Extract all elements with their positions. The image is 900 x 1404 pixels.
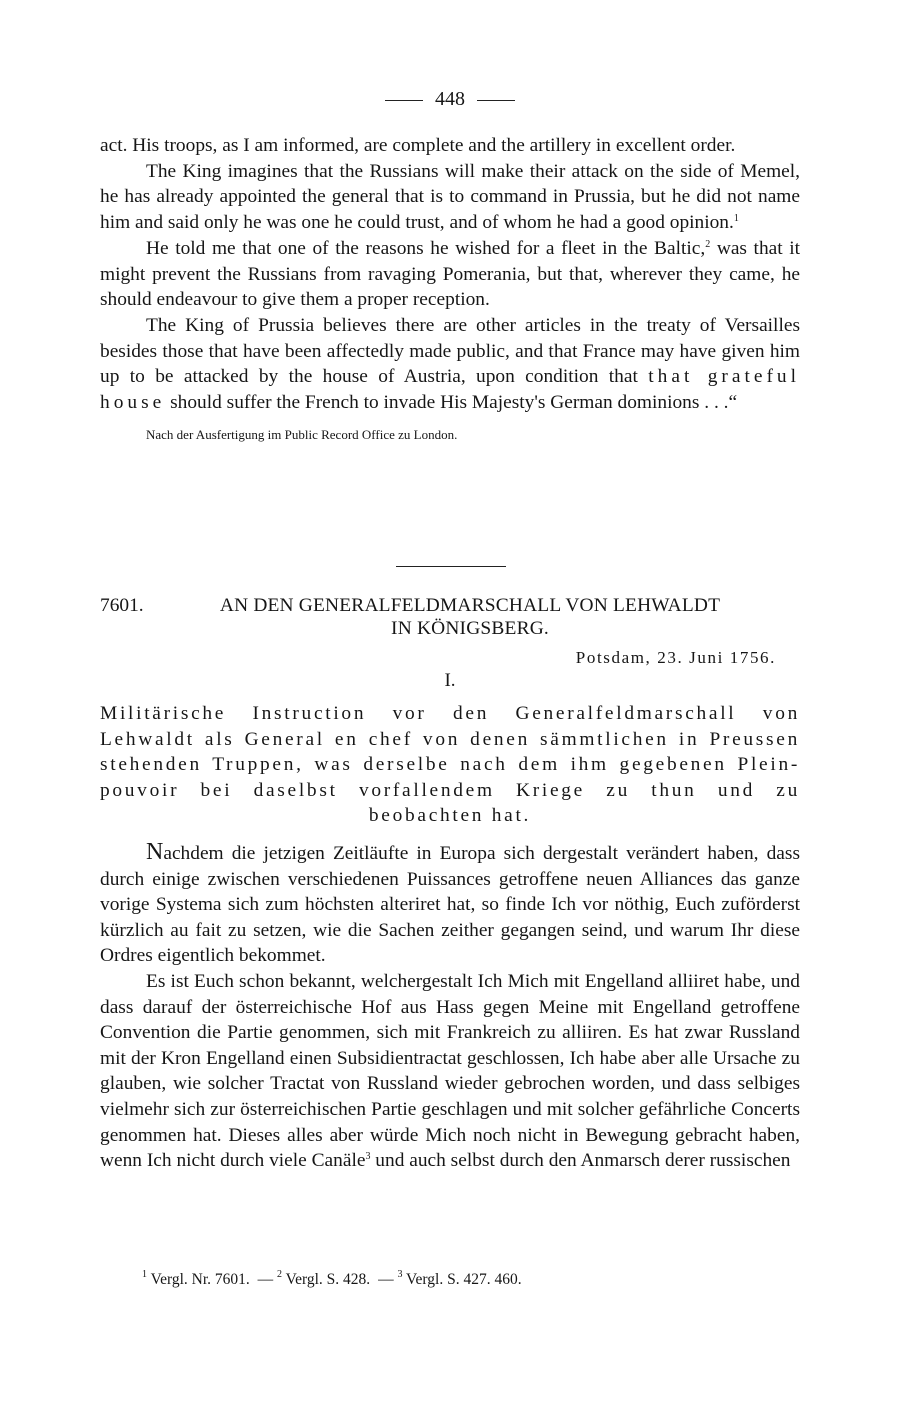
header-dash-left <box>385 100 423 101</box>
drop-capital: N <box>146 839 164 865</box>
letter-paragraph: He told me that one of the reasons he wished for a fleet in the Baltic,$^2$ was that it might prevent the Russians from ravaging Pomerania, but that, wherever they came, he should endeavour to give them a proper reception. <box>100 237 800 311</box>
footnote: $^3$ Vergl. S. 427. 460. <box>397 1269 522 1288</box>
document-title-line2: IN KÖNIGSBERG. <box>391 618 549 639</box>
spaced-emphasis: that grateful house <box>100 366 801 414</box>
footnote: $^1$ Vergl. Nr. 7601. <box>142 1269 250 1288</box>
footnotes <box>142 1271 526 1289</box>
footnote: $^2$ Vergl. S. 428. <box>277 1269 371 1288</box>
instruction-heading: Militärische Instruction vor den Generalfeldmarschall von Lehwaldt als General en chef von denen sämmtlichen in Preussen stehenden Truppen, was derselbe nach dem ihm gegebenen Plein-pouvoir bei daselbst vorfallendem Kriege zu thun und zu beobachten hat. <box>100 703 800 826</box>
body-paragraph: Es ist Euch schon bekannt, welchergestalt Ich Mich mit Engelland alliiret habe, und dass darauf der österreichische Hof aus Hass gegen Meine mit Engelland getroffene Convention die Partie genommen, sich mit Frankreich zu alliiren. Es hat zwar Russland mit der Kron Engelland einen Subsidientractat geschlossen, Ich habe aber alle Ursache zu glauben, wie solcher Tractat von Russland wieder gebrochen worden, und dass selbiges vielmehr sich zur österreichischen Partie geschlagen und mit solcher gefährliche Concerts genommen hat. Dieses alles aber würde Mich noch nicht in Bewegung gebracht haben, wenn Ich nicht durch viele Canäle$^3$ und auch selbst durch den Anmarsch derer russischen <box>100 970 800 1172</box>
document-title-line1: AN DEN GENERALFELDMARSCHALL VON LEHWALDT <box>219 595 721 616</box>
section-divider <box>396 566 506 567</box>
footnote-mark: 2 <box>705 238 711 250</box>
page-header <box>100 86 800 112</box>
letter-paragraph: The King of Prussia believes there are other articles in the treaty of Versailles besides those that have been affectedly made public, and that France may have given him up to be attacked by the house of Austria, upon condition that that grateful house should suffer the French to invade His Majesty's German dominions . . .“ <box>100 314 801 414</box>
letter-paragraph: act. His troops, as I am informed, are complete and the artillery in excellent order. <box>100 135 736 156</box>
footnote-mark: 1 <box>733 213 739 225</box>
letter-paragraph: The King imagines that the Russians will make their attack on the side of Memel, he has already appointed the general that is to command in Prussia, but he did not name him and said only he was one he could trust, and of whom he had a good opinion.$^1$ <box>100 160 800 234</box>
body-paragraph: Nachdem die jetzigen Zeitläufte in Europa sich dergestalt verändert haben, dass durch einige zwischen verschiedenen Puissances getroffene neuen Alliances das ganze vorige Systema sich zum höchsten alteriret hat, so finde Ich vor nöthig, Euch zuförderst kürzlich au fait zu setzen, wie die Sachen zeither gegangen seind, und warum Ihr diese Ordres eigentlich bekommet. <box>100 839 800 967</box>
document-heading <box>100 594 800 640</box>
body-text <box>100 840 800 1174</box>
dateline: Potsdam, 23. Juni 1756. <box>575 648 776 667</box>
source-note: Nach der Ausfertigung im Public Record Office zu London. <box>146 426 458 442</box>
page-number: 448 <box>435 88 465 110</box>
footnote-separator: — <box>378 1271 394 1288</box>
footnote-mark: 3 <box>365 1151 371 1163</box>
document-number: 7601. <box>100 595 144 616</box>
section-number: I. <box>444 670 456 691</box>
letter-text <box>100 133 800 444</box>
footnote-separator: — <box>257 1271 274 1288</box>
header-dash-right <box>477 100 515 101</box>
